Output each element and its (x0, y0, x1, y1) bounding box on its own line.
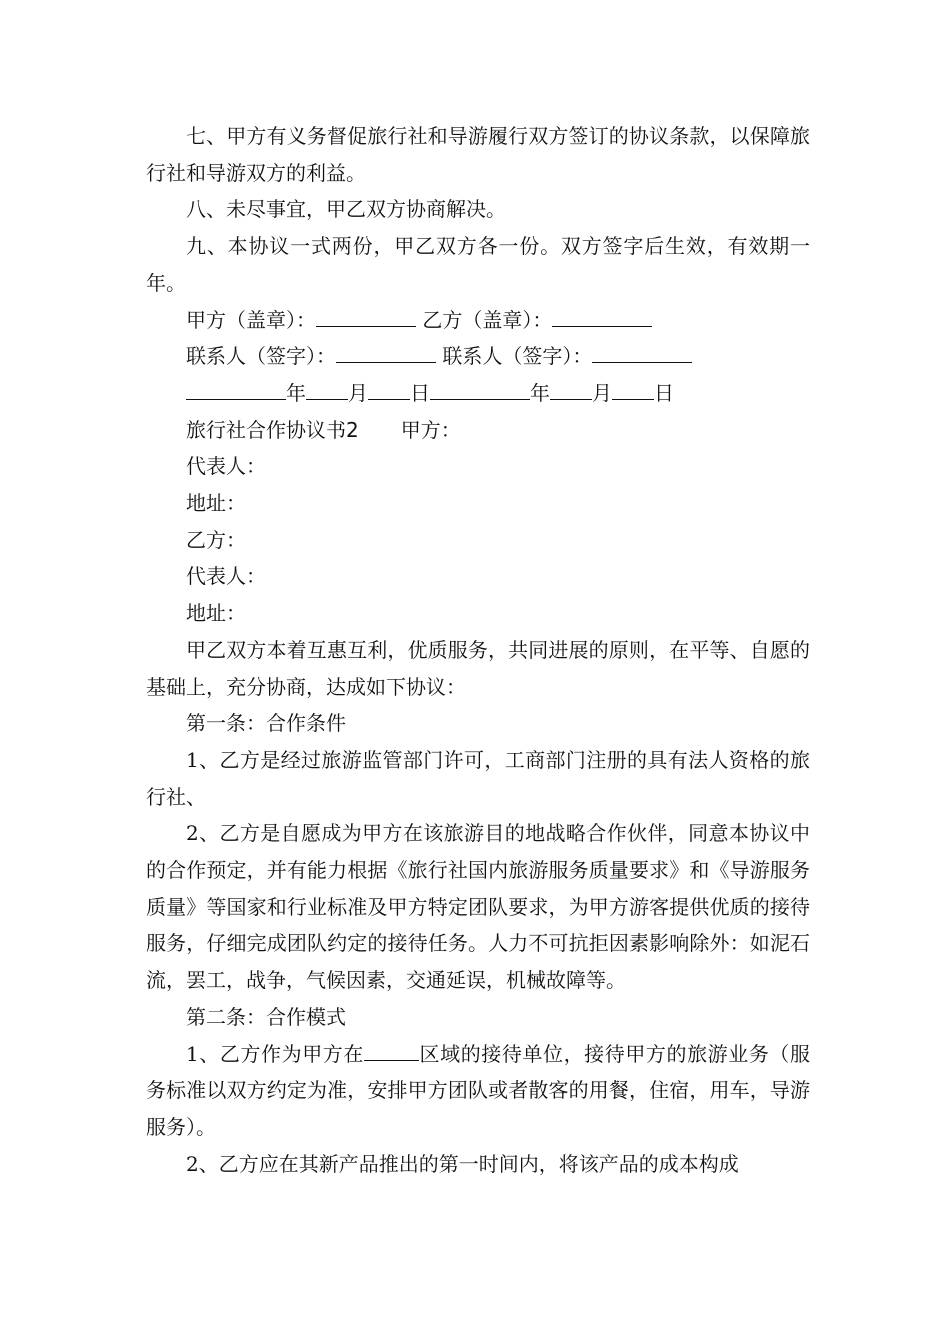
date-a-year-blank (186, 379, 286, 400)
party-b-address: 地址： (186, 601, 246, 626)
date-b-month-label: 月 (592, 380, 612, 405)
party-b-label: 乙方： (186, 527, 246, 552)
doc2-heading-line (146, 412, 810, 449)
contact-line (146, 338, 810, 375)
party-a-seal-label: 甲方（盖章）： (186, 307, 316, 332)
clause-8: 八、未尽事宜，甲乙双方协商解决。 (186, 197, 506, 222)
party-b-seal-label: 乙方（盖章）： (416, 307, 553, 332)
document-body (146, 118, 810, 1182)
date-a-month-blank (306, 379, 348, 400)
party-a-seal-blank (316, 306, 416, 327)
party-a-representative: 代表人： (186, 454, 266, 479)
party-b-seal-blank (552, 306, 652, 327)
doc2-number: 2 (346, 417, 359, 442)
party-a-contact-blank (336, 342, 436, 363)
party-a-label: 甲方： (400, 417, 461, 442)
date-b-day-label: 日 (654, 380, 674, 405)
doc2-title: 旅行社合作协议书 (186, 417, 346, 442)
party-b-contact-label: 联系人（签字）： (436, 344, 593, 369)
clause-7: 七、甲方有义务督促旅行社和导游履行双方签订的协议条款，以保障旅行社和导游双方的利益。 (146, 124, 810, 185)
article-2-item-1-pre: 1、乙方作为甲方在 (186, 1041, 364, 1066)
date-a-day-blank (368, 379, 410, 400)
article-1-item-2: 2、乙方是自愿成为甲方在该旅游目的地战略合作伙伴，同意本协议中的合作预定，并有能力根据《旅行社国内旅游服务质量要求》和《导游服务质量》等国家和行业标准及甲方特定团队要求，为甲方游客提供优质的接待服务，仔细完成团队约定的接待任务。人力不可抗拒因素影响除外：如泥石流，罢工，战争，气候因素，交通延误，机械故障等。 (146, 821, 810, 993)
article-1-heading: 第一条：合作条件 (186, 711, 346, 736)
party-b-contact-blank (592, 342, 692, 363)
article-2-item-1 (146, 1036, 810, 1146)
region-blank (364, 1040, 419, 1061)
article-2-item-1-post: 区域的接待单位，接待甲方的旅游业务（服务标准以双方约定为准，安排甲方团队或者散客的用餐，住宿，用车，导游服务）。 (146, 1041, 810, 1139)
date-line (146, 375, 810, 412)
date-a-day-label: 日 (410, 380, 430, 405)
date-b-month-blank (550, 379, 592, 400)
party-b-representative: 代表人： (186, 564, 266, 589)
party-a-address: 地址： (186, 491, 246, 516)
article-2-item-2: 2、乙方应在其新产品推出的第一时间内，将该产品的成本构成 (186, 1151, 739, 1176)
seal-line (146, 302, 810, 339)
date-b-year-label: 年 (530, 380, 550, 405)
article-2-heading: 第二条：合作模式 (186, 1004, 346, 1029)
clause-9: 九、本协议一式两份，甲乙双方各一份。双方签字后生效，有效期一年。 (146, 234, 810, 295)
article-1-item-1: 1、乙方是经过旅游监管部门许可，工商部门注册的具有法人资格的旅行社、 (146, 747, 810, 809)
date-a-year-label: 年 (286, 380, 306, 405)
agreement-intro: 甲乙双方本着互惠互利，优质服务，共同进展的原则，在平等、自愿的基础上，充分协商，达成如下协议： (146, 637, 810, 699)
party-a-contact-label: 联系人（签字）： (186, 344, 336, 369)
date-a-month-label: 月 (348, 380, 368, 405)
date-b-year-blank (430, 379, 530, 400)
date-b-day-blank (612, 379, 654, 400)
